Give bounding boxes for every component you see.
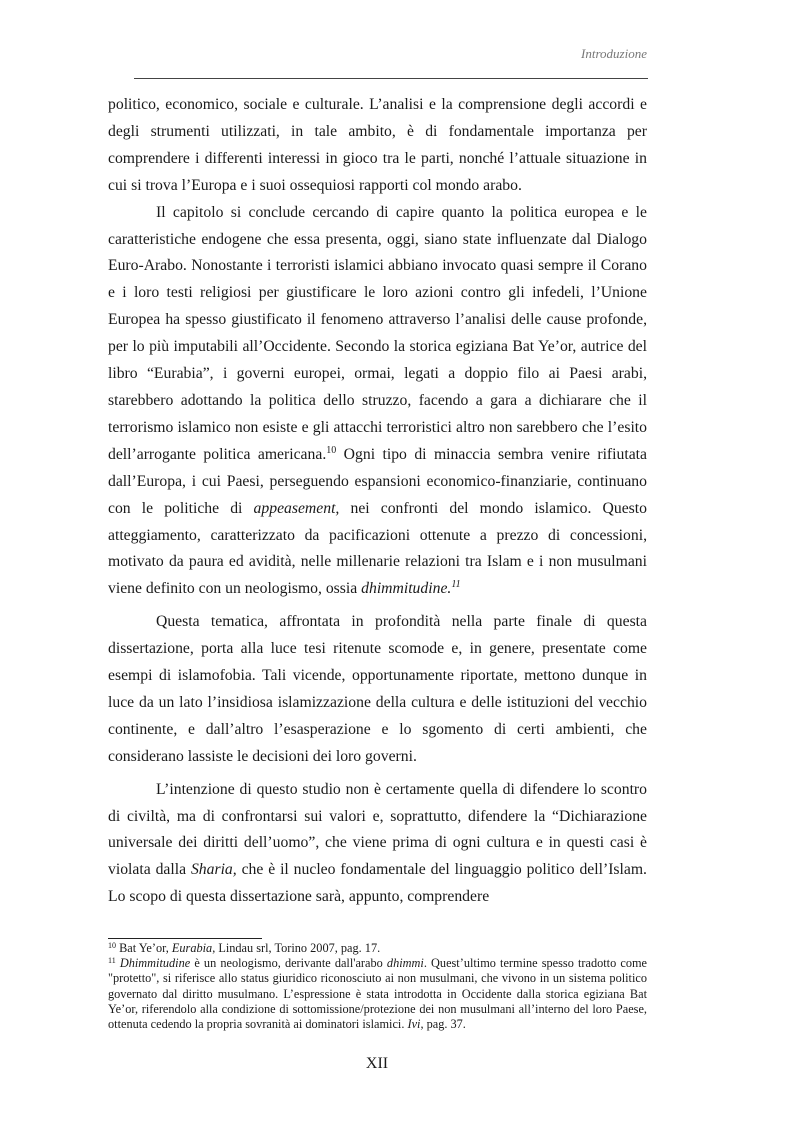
paragraph-1: politico, economico, sociale e culturale. L’analisi e la comprensione degli accordi e degli strumenti utilizzati, in tale ambito, è di fondamentale importanza per comprendere i differenti interessi in gioco tra le parti, nonché l’attuale situazione in cui si trova l’Europa e i suoi ossequiosi rapporti col mondo arabo.	[108, 96, 647, 194]
paragraph-4	[108, 777, 647, 912]
paragraph-4-text-a: L’intenzione di questo studio non è certamente quella di difendere lo scontro di civiltà, ma di confrontarsi sui valori e, soprattutto, difendere la “Dichiarazione universale dei diritti dell’uomo”, che viene prima di ogni cultura e in questi casi è violata dalla	[108, 780, 647, 879]
page-number: XII	[365, 1055, 389, 1072]
footnotes	[108, 941, 647, 1032]
footnote-11: $^{11}$ Dhimmitudine è un neologismo, derivante dall'arabo dhimmi. Quest’ultimo termine spesso tradotto come "protetto", si riferisce allo status giuridico riconosciuto ai non musulmani, che vivono in un sistema politico governato dal diritto musulmano. L’espressione è stata introdotta in Occidente dalla storica egiziana Bat Ye’or, riferendolo alla condizione di sottomissione/protezione dei non musulmani all’interno del loro Paese, ottenuta cedendo la propria sovranità ai dominatori islamici. Ivi, pag. 37.	[108, 956, 648, 1032]
term-dhimmitudine: dhimmitudine.	[361, 580, 452, 598]
running-header: Introduzione	[581, 46, 647, 61]
paragraph-2	[108, 200, 647, 604]
citation-title: Eurabia	[171, 941, 213, 955]
footnote-number: 10	[108, 941, 116, 950]
paragraph-2-text-b: Ogni tipo di minaccia sembra venire rifiutata dall’Europa, i cui Paesi, perseguendo espansioni economico-finanziarie, continuano con le politiche di	[108, 445, 647, 517]
body-text	[108, 92, 647, 911]
header-rule	[134, 78, 648, 79]
footnote-10: $^{10}$ Bat Ye’or, Eurabia, Lindau srl, Torino 2007, pag. 17.	[108, 941, 381, 955]
paragraph-3: Questa tematica, affrontata in profondità nella parte finale di questa dissertazione, porta alla luce tesi ritenute scomode e, in genere, presentate come esempi di islamofobia. Tali vicende, opportunamente riportate, mettono dunque in luce da un lato l’insidiosa islamizzazione della cultura e delle istituzioni del vecchio continente, e dall’altro l’esasperazione e lo sgomento di certi ambienti, che considerano lassiste le decisioni dei loro governi.	[108, 613, 647, 765]
footnote-ref-10: 10	[326, 444, 337, 456]
paragraph-2-text-c: nei confronti del mondo islamico. Questo atteggiamento, caratterizzato da pacificazioni ottenute a prezzo di concessioni, motivato da paura ed avidità, nelle millenarie relazioni tra Islam e i non musulmani viene definito con un neologismo, ossia	[108, 499, 647, 598]
term-sharia: Sharia,	[190, 861, 237, 879]
paragraph-2-text-a: Il capitolo si conclude cercando di capire quanto la politica europea e le caratteristiche endogene che essa presenta, oggi, siano state influenzate dal Dialogo Euro-Arabo. Nonostante i terroristi islamici abbiano invocato quasi sempre il Corano e i loro testi religiosi per giustificare le loro azioni contro gli infedeli, l’Unione Europea ha spesso giustificato il fenomeno attraverso l’analisi delle cause profonde, per lo più imputabili all’Occidente. Secondo la storica egiziana Bat Ye’or, autrice del libro “Eurabia”, i governi europei, ormai, legati a doppio filo ai Paesi arabi, starebbero adottando la politica dello struzzo, facendo a gara a dichiarare che il terrorismo islamico non esiste e gli attacchi terroristici altro non sarebbero che l’esito dell’arrogante politica americana.	[108, 203, 647, 463]
footnote-separator	[108, 938, 262, 939]
footnote-number: 11	[108, 956, 116, 966]
footnote-ref-11: 11	[451, 579, 461, 591]
paragraph-4-text-b: che è il nucleo fondamentale del linguaggio politico dell’Islam. Lo scopo di questa dissertazione sarà, appunto, comprendere	[108, 861, 647, 906]
term-appeasement: appeasement,	[253, 499, 340, 517]
